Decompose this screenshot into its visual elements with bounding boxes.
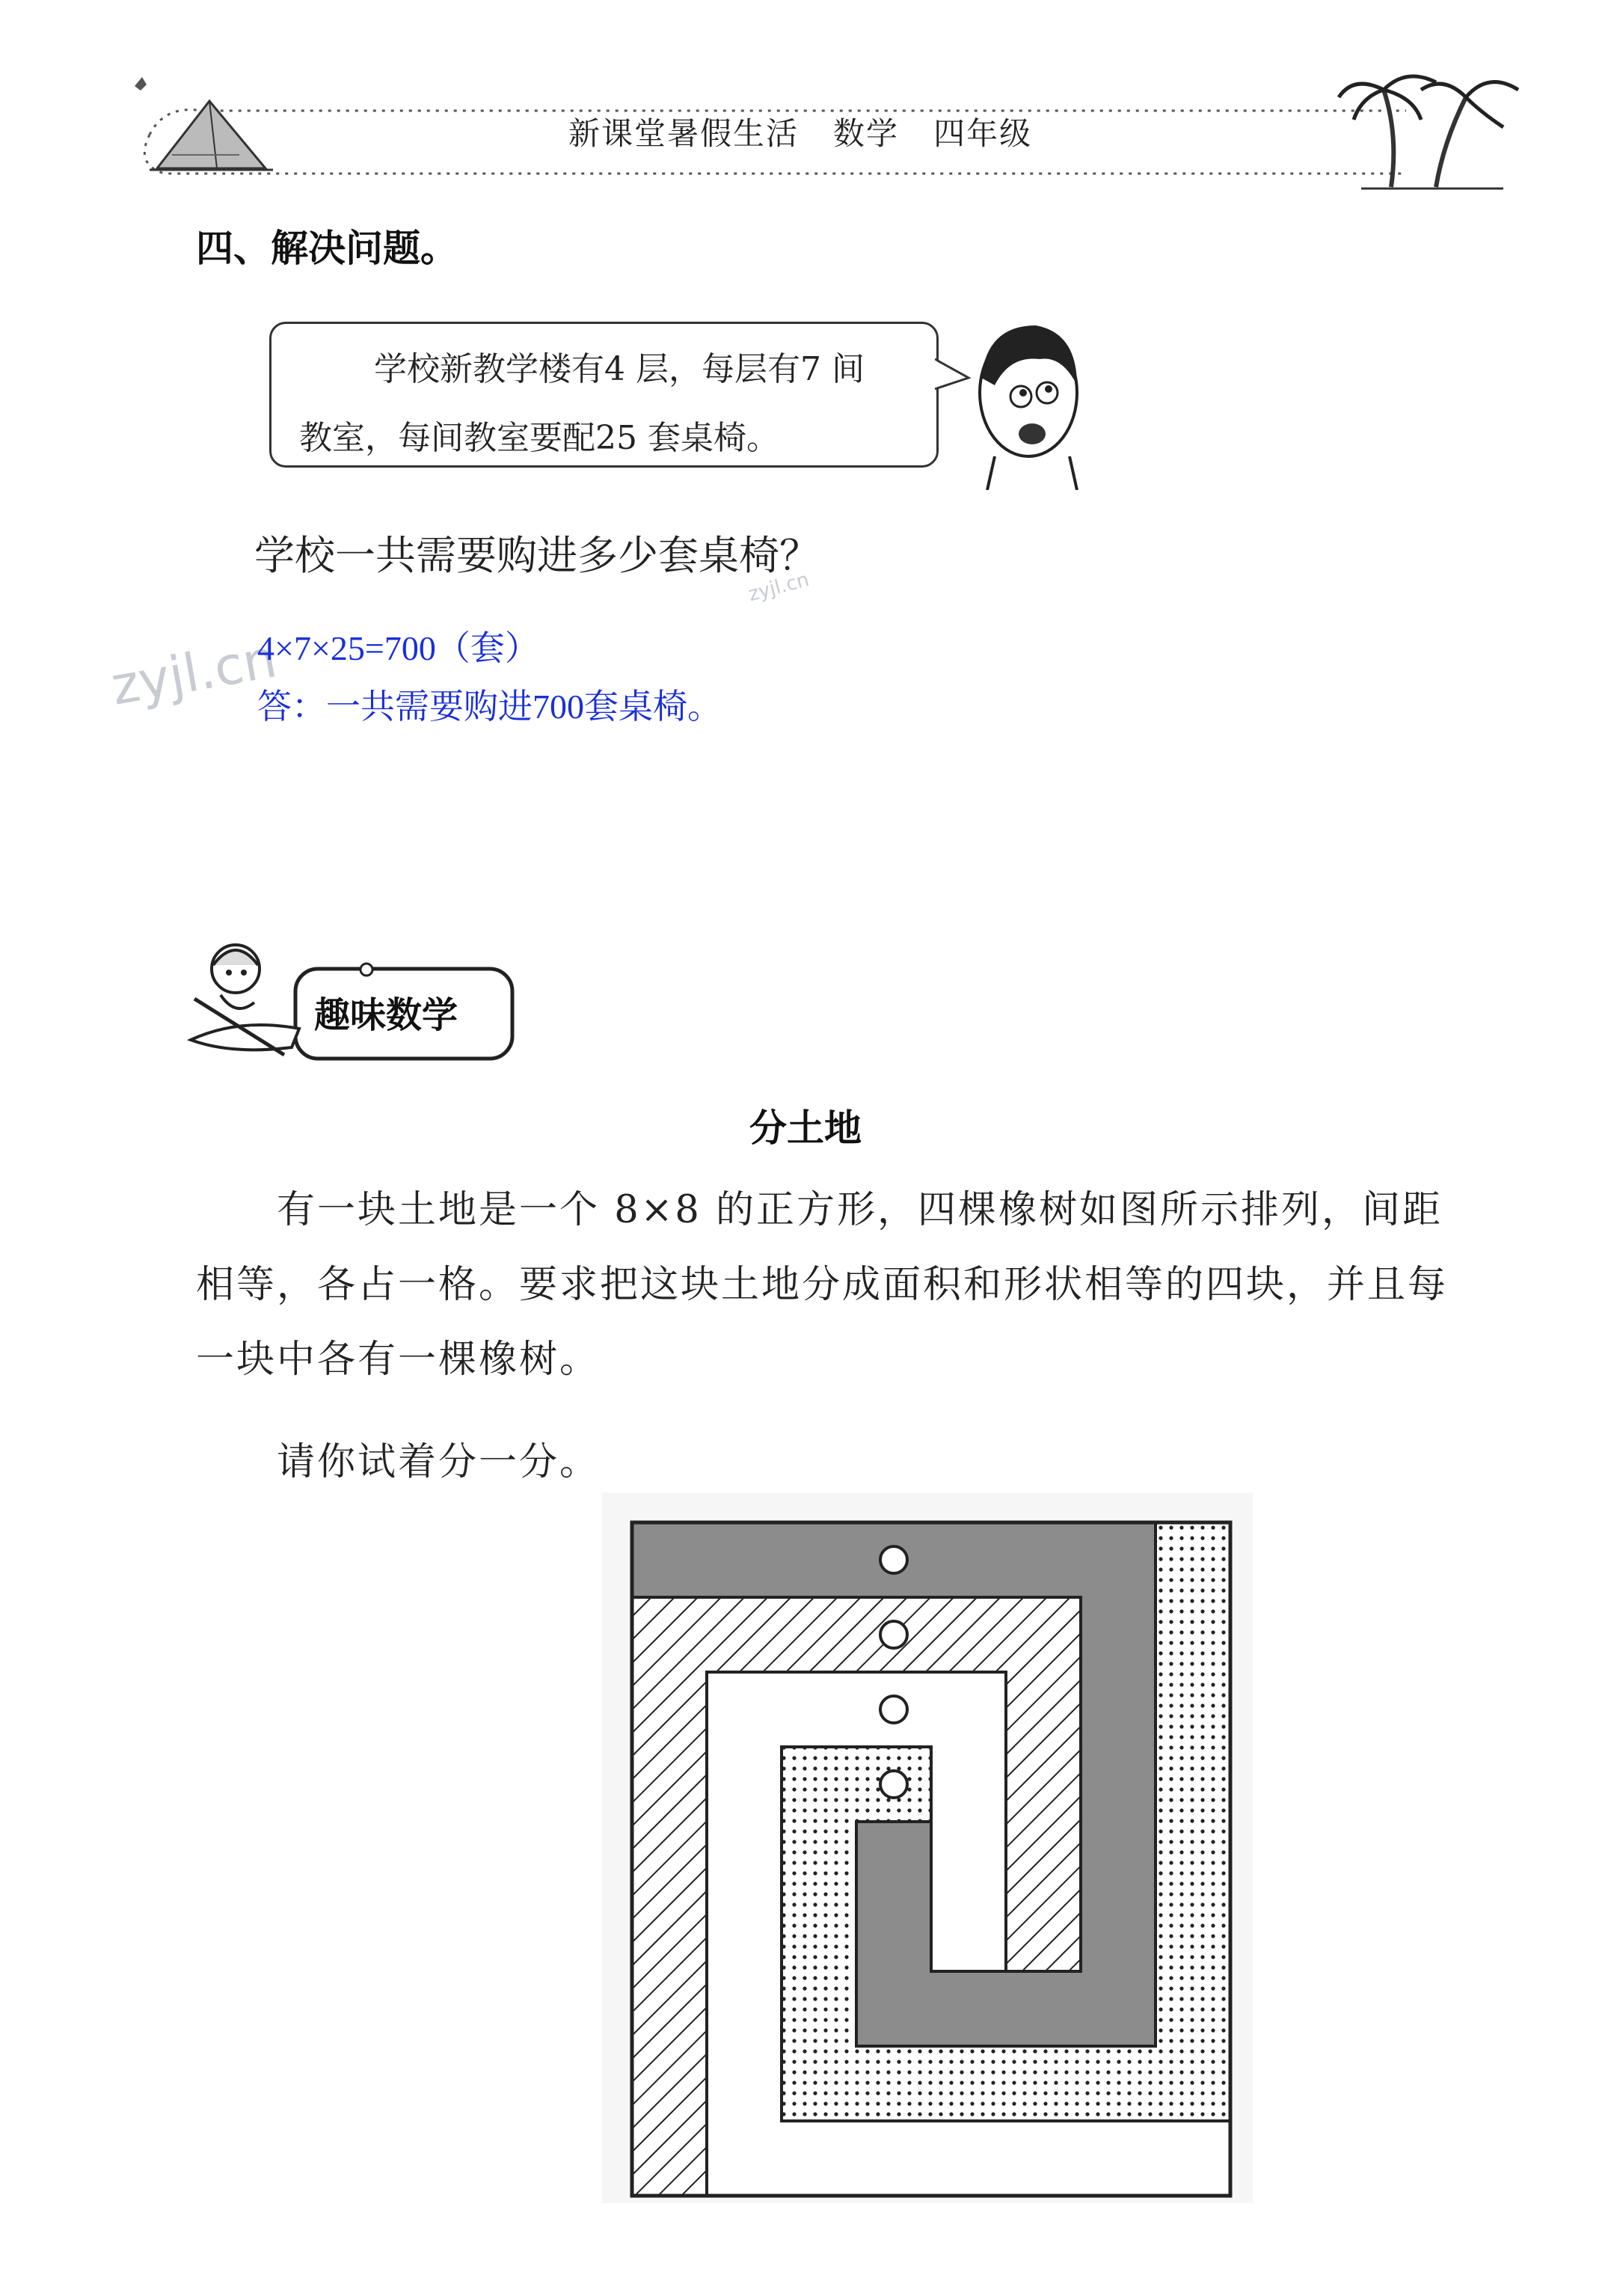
answer-equation: 4×7×25=700（套） bbox=[257, 629, 539, 667]
header-title: 新课堂暑假生活 数学 四年级 bbox=[568, 115, 1033, 152]
oak-tree-marker bbox=[880, 1696, 907, 1723]
land-division-figure bbox=[602, 1493, 1253, 2203]
watermark-main: zyjl.cn bbox=[106, 628, 281, 717]
answer-sentence: 答：一共需要购进700套桌椅。 bbox=[257, 688, 722, 726]
banner-label: 趣味数学 bbox=[314, 994, 458, 1036]
section-heading: 四、解决问题。 bbox=[196, 227, 458, 270]
story-prompt: 请你试着分一分。 bbox=[277, 1440, 601, 1484]
oak-tree-marker bbox=[880, 1621, 907, 1648]
story-title: 分土地 bbox=[749, 1106, 862, 1150]
tent-icon bbox=[127, 71, 277, 183]
story-paragraph: 有一块土地是一个 8×8 的正方形，四棵橡树如图所示排列，间距相等，各占一格。要求把这块土地分成面积和形状相等的四块，并且每一块中各有一棵橡树。 bbox=[196, 1188, 1449, 1382]
bubble-line-2: 教室，每间教室要配25 套桌椅。 bbox=[299, 419, 779, 457]
boy-face-icon bbox=[965, 303, 1092, 490]
bubble-line-1: 学校新教学楼有4 层，每层有7 间 bbox=[374, 350, 865, 388]
question-text: 学校一共需要购进多少套桌椅？ bbox=[254, 532, 820, 579]
oak-tree-marker bbox=[880, 1771, 907, 1798]
watermark-small: zyjl.cn bbox=[746, 568, 812, 607]
oak-tree-marker bbox=[880, 1546, 907, 1573]
palm-tree-icon bbox=[1331, 60, 1526, 195]
